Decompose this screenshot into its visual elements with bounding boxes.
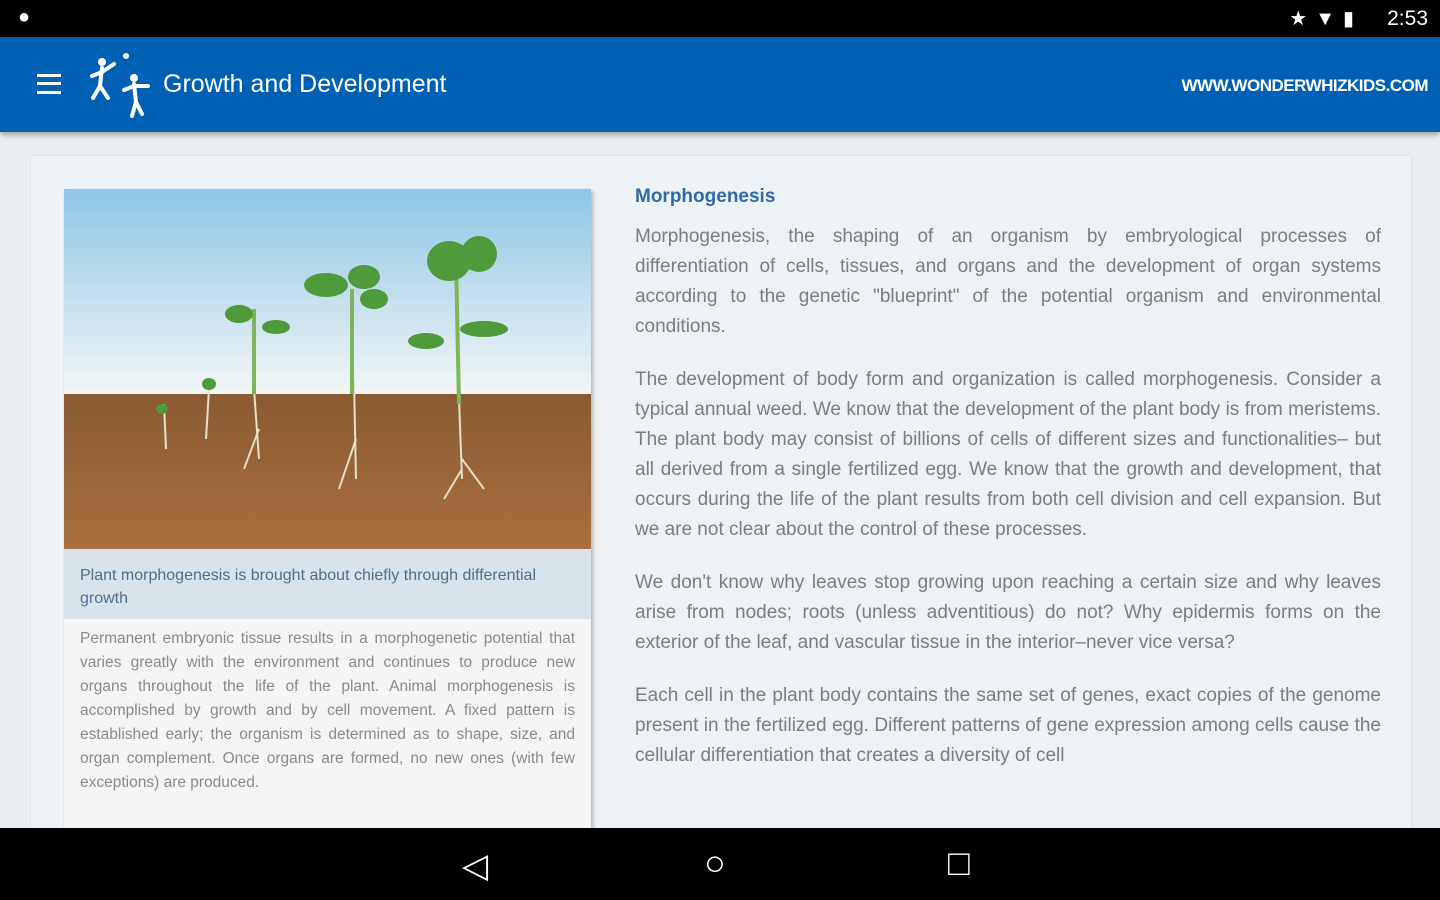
back-icon[interactable]: ◁	[462, 847, 489, 885]
home-icon[interactable]: ○	[704, 842, 726, 883]
navigation-bar	[0, 828, 1440, 900]
pin-icon: ●	[18, 6, 31, 28]
menu-icon[interactable]	[37, 74, 61, 94]
status-icons	[1289, 6, 1362, 31]
article-paragraph: Morphogenesis, the shaping of an organism by embryological processes of differentiation of cells, tissues, and organs and the development of organ systems according to the genetic "blueprint" of the potential organism and environmental conditions.	[635, 226, 1381, 337]
app-title: Growth and Development	[163, 70, 447, 98]
article-heading: Morphogenesis	[635, 186, 776, 207]
seedlings-photo	[64, 189, 591, 549]
site-link[interactable]: WWW.WONDERWHIZKIDS.COM	[1181, 76, 1428, 95]
recents-icon[interactable]: □	[948, 842, 970, 883]
article-paragraph: We don't know why leaves stop growing upon reaching a certain size and why leaves arise from nodes; roots (unless adventitious) do not? Why epidermis forms on the exterior of the leaf, and vascular tissue in the interior–never vice versa?	[635, 572, 1381, 653]
figure-caption: Plant morphogenesis is brought about chiefly through differential growth	[64, 549, 591, 619]
figure-text: Permanent embryonic tissue results in a morphogenetic potential that varies greatly with the environment and continues to produce new organs throughout the life of the plant. Animal morphogenesis is accomplished by growth and by cell movement. A fixed pattern is established early; the organism is determined as to shape, size, and organ complement. Once organs are formed, no new ones (with few exceptions) are produced.	[80, 630, 575, 791]
figure-panel	[64, 189, 591, 829]
article-paragraph: Each cell in the plant body contains the same set of genes, exact copies of the genome present in the fertilized egg. Different patterns of gene expression among cells cause the cellular differentiation that creates a diversity of cell	[635, 685, 1381, 766]
wifi-icon: ▼	[1315, 8, 1343, 30]
clock: 2:53	[1387, 7, 1428, 30]
battery-icon: ▮	[1342, 8, 1362, 30]
star-icon: ★	[1289, 8, 1316, 30]
article-paragraph: The development of body form and organization is called morphogenesis. Consider a typical annual weed. We know that the development of the plant body is from meristems. The plant body may consist of billions of cells of different sizes and functionalities– but all derived from a single fertilized egg. We know that the growth and development, that occurs during the life of the plant results from both cell division and cell expansion. But we are not clear about the control of these processes.	[635, 369, 1381, 540]
logo-icon	[88, 52, 156, 120]
content-card	[30, 155, 1412, 835]
app-bar	[0, 37, 1440, 132]
status-bar	[0, 0, 1440, 37]
article	[635, 186, 1381, 819]
